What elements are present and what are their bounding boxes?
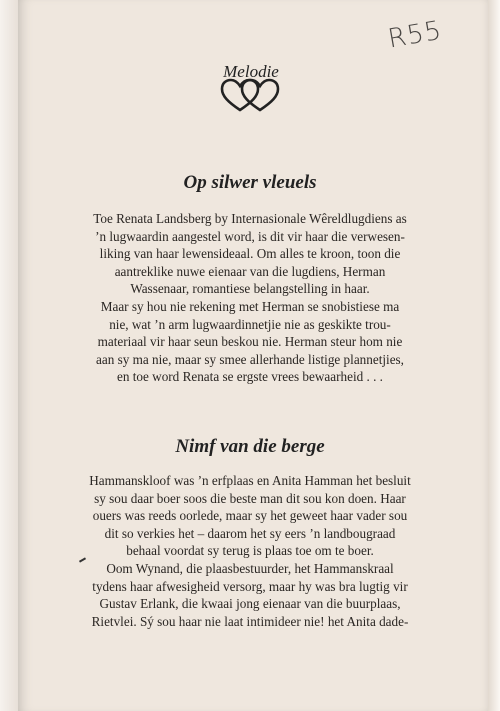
text-line: nie, wat ’n arm lugwaardinnetjie nie as geskikte trou-: [109, 316, 391, 332]
page-edge-right: [488, 0, 500, 711]
story-nimf-van-die-berge: [60, 436, 440, 630]
text-line: Hammanskloof was ’n erfplaas en Anita Hamman het besluit: [89, 473, 411, 488]
text-line: sy sou daar boer soos die beste man dit sou kon doen. Haar: [94, 490, 406, 506]
story-title: Op silwer vleuels: [183, 172, 317, 193]
handwritten-note: R55: [385, 15, 445, 55]
double-heart-icon: [220, 78, 282, 114]
story-title: Nimf van die berge: [175, 436, 325, 457]
text-line: Maar sy hou nie rekening met Herman se snobistiese ma: [100, 298, 400, 314]
text-line: aantreklike nuwe eienaar van die lugdiens, Herman: [114, 263, 386, 279]
text-line: dit so verkies het – daarom het sy eers ’n landbougraad: [104, 525, 396, 541]
text-line: aan sy ma nie, maar sy smee allerhande listige plannetjies,: [96, 351, 404, 367]
text-line: en toe word Renata se ergste vrees bewaarheid . . .: [117, 369, 383, 385]
logo-text: Melodie: [223, 62, 279, 81]
story-op-silwer-vleuels: [60, 172, 440, 386]
text-line: Wassenaar, romantiese belangstelling in haar.: [130, 281, 370, 297]
text-line: Gustav Erlank, die kwaai jong eienaar van die buurplaas,: [99, 596, 401, 612]
text-line: liking van haar lewensideaal. Om alles te kroon, toon die: [99, 246, 401, 262]
melodie-logo: [206, 62, 296, 118]
text-line: materiaal vir haar seun beskou nie. Herman steur hom nie: [97, 334, 403, 350]
text-line: Rietvlei. Sý sou haar nie laat intimideer nie! het Anita dade-: [91, 613, 409, 629]
page-edge-left: [0, 0, 18, 711]
text-line: behaal voordat sy terug is plaas toe om te boer.: [126, 543, 374, 559]
text-line: Toe Renata Landsberg by Internasionale Wêreldlugdiens as: [93, 211, 407, 226]
text-line: Oom Wynand, die plaasbestuurder, het Hammanskraal: [106, 560, 394, 576]
text-line: ouers was reeds oorlede, maar sy het geweet haar vader sou: [92, 508, 408, 524]
text-line: ’n lugwaardin aangestel word, is dit vir haar die verwesen-: [95, 228, 405, 244]
text-line: tydens haar afwesigheid versorg, maar hy was bra lugtig vir: [92, 578, 408, 594]
